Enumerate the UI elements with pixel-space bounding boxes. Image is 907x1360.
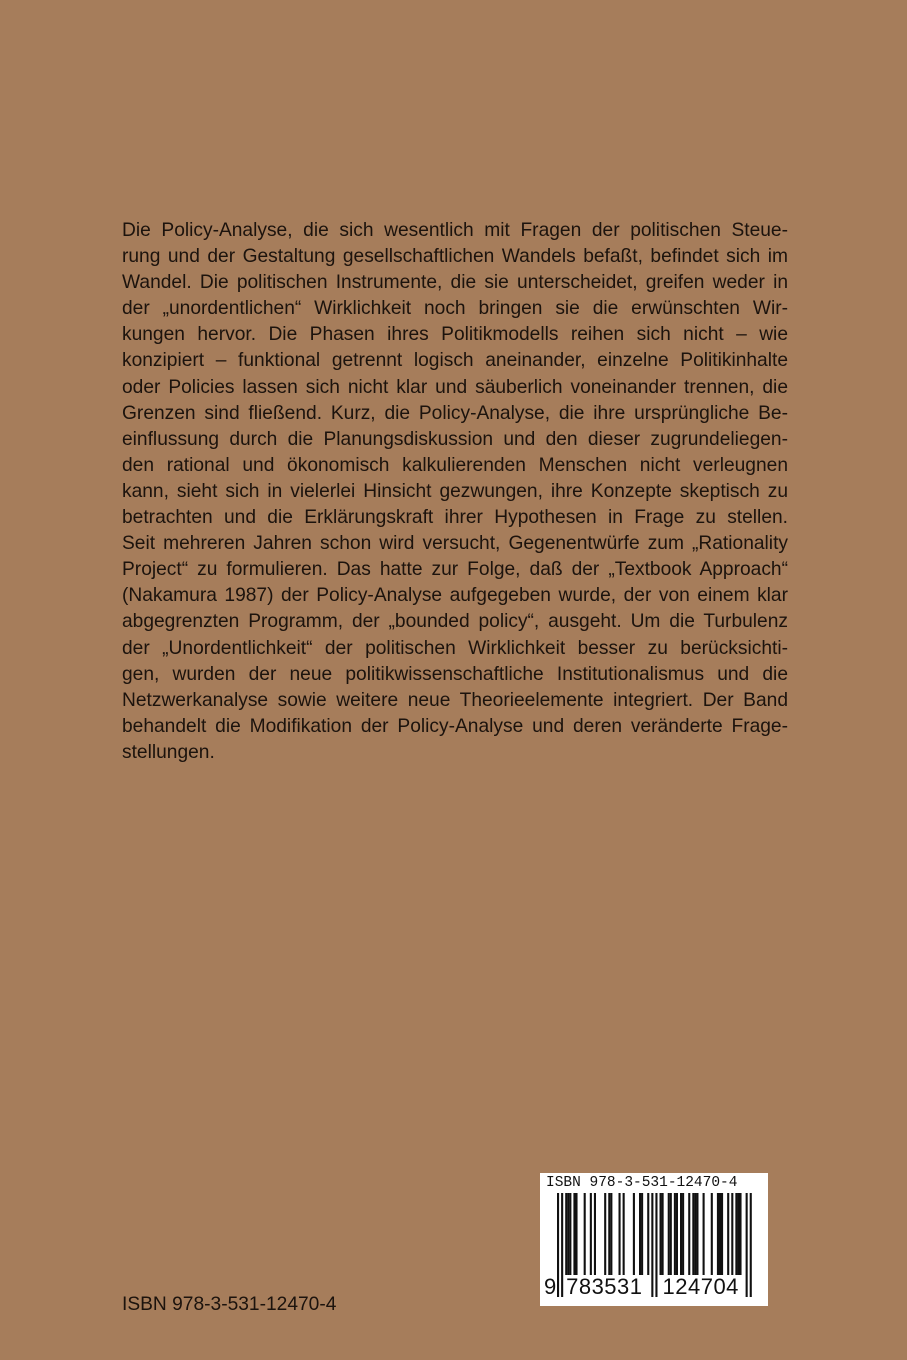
barcode-bar <box>610 1193 612 1275</box>
blurb-line: Die Policy-Analyse, die sich wesentlich mit Fragen der politischen Steue- <box>122 220 788 241</box>
blurb-line: Project“ zu formulieren. Das hatte zur Folge, daß der „Textbook Approach“ <box>122 559 788 581</box>
barcode-bar <box>696 1193 698 1275</box>
blurb-line: rung und der Gestaltung gesellschaftlichen Wandels befaßt, befindet sich im <box>122 246 788 268</box>
barcode-bar <box>692 1193 694 1275</box>
blurb-line: gen, wurden der neue politikwissenschaftliche Institutionalismus und die <box>122 663 788 685</box>
barcode-bar <box>647 1193 649 1275</box>
isbn-barcode <box>540 1173 768 1306</box>
barcode-bar <box>680 1193 682 1275</box>
barcode-digits <box>540 1274 768 1304</box>
barcode-bar <box>569 1193 571 1275</box>
barcode-bar <box>573 1193 575 1275</box>
blurb-line: den rational und ökonomisch kalkulierenden Menschen nicht verleugnen <box>122 454 788 476</box>
barcode-bar <box>623 1193 625 1275</box>
barcode-bar <box>619 1193 621 1275</box>
blurb-line: Grenzen sind fließend. Kurz, die Policy-Analyse, die ihre ursprüngliche Be- <box>122 402 788 424</box>
barcode-first-digit: 9 <box>544 1274 557 1299</box>
blurb-line: (Nakamura 1987) der Policy-Analyse aufgegeben wurde, der von einem klar <box>122 585 788 607</box>
barcode-bar <box>694 1193 696 1275</box>
barcode-bar <box>717 1193 719 1275</box>
barcode-right-group: 124704 <box>662 1274 739 1299</box>
barcode-bar <box>639 1193 641 1275</box>
barcode-bar <box>584 1193 586 1275</box>
barcode-bar <box>674 1193 676 1275</box>
barcode-bar <box>575 1193 577 1275</box>
barcode-bar <box>703 1193 705 1275</box>
barcode-left-group: 783531 <box>566 1274 643 1299</box>
barcode-bar <box>719 1193 721 1275</box>
barcode-bar <box>641 1193 643 1275</box>
barcode-bar <box>565 1193 567 1275</box>
barcode-bar <box>737 1193 739 1275</box>
blurb-line: einflussung durch die Planungsdiskussion und den dieser zugrundeliegen- <box>122 428 788 450</box>
blurb-line: der „Unordentlichkeit“ der politischen Wirklichkeit besser zu berücksichti- <box>122 637 788 659</box>
blurb-line: Wandel. Die politischen Instrumente, die sie unterscheidet, greifen weder in <box>122 272 788 294</box>
blurb-line: kann, sieht sich in vielerlei Hinsicht gezwungen, ihre Konzepte skeptisch zu <box>122 480 788 502</box>
barcode-bar <box>682 1193 684 1275</box>
barcode-bar <box>604 1193 606 1275</box>
blurb-line: behandelt die Modifikation der Policy-Analyse und deren veränderte Frage- <box>122 715 788 737</box>
barcode-bar <box>608 1193 610 1275</box>
blurb-line: abgegrenzten Programm, der „bounded policy“, ausgeht. Um die Turbulenz <box>122 611 788 633</box>
barcode-bar <box>633 1193 635 1275</box>
blurb-line: oder Policies lassen sich nicht klar und säuberlich voneinander trennen, die <box>122 376 788 398</box>
barcode-bar <box>670 1193 672 1275</box>
blurb-line: Seit mehreren Jahren schon wird versucht, Gegenentwürfe zum „Rationality <box>122 533 788 555</box>
blurb-line: stellungen. <box>122 741 215 763</box>
barcode-bar <box>662 1193 664 1275</box>
back-cover-blurb <box>122 218 788 766</box>
blurb-line: betrachten und die Erklärungskraft ihrer Hypothesen in Frage zu stellen. <box>122 507 788 529</box>
barcode-bar <box>668 1193 670 1275</box>
barcode-bar <box>590 1193 592 1275</box>
blurb-line: konzipiert – funktional getrennt logisch aneinander, einzelne Politikinhalte <box>122 350 788 372</box>
barcode-bar <box>660 1193 662 1275</box>
barcode-isbn-label: ISBN 978-3-531-12470-4 <box>546 1175 738 1191</box>
barcode-bar <box>721 1193 723 1275</box>
barcode-bar <box>739 1193 741 1275</box>
blurb-line: der „unordentlichen“ Wirklichkeit noch bringen sie die erwünschten Wir- <box>122 298 788 320</box>
barcode-bar <box>594 1193 596 1275</box>
blurb-line: kungen hervor. Die Phasen ihres Politikmodells reihen sich nicht – wie <box>122 324 788 346</box>
blurb-line: Netzwerkanalyse sowie weitere neue Theorieelemente integriert. Der Band <box>122 689 788 711</box>
barcode-bar <box>731 1193 733 1275</box>
barcode-bar <box>727 1193 729 1275</box>
barcode-bar <box>735 1193 737 1275</box>
barcode-bar <box>676 1193 678 1275</box>
barcode-bar <box>711 1193 713 1275</box>
barcode-bar <box>688 1193 690 1275</box>
barcode-bar <box>567 1193 569 1275</box>
isbn-text: ISBN 978-3-531-12470-4 <box>122 1294 337 1315</box>
